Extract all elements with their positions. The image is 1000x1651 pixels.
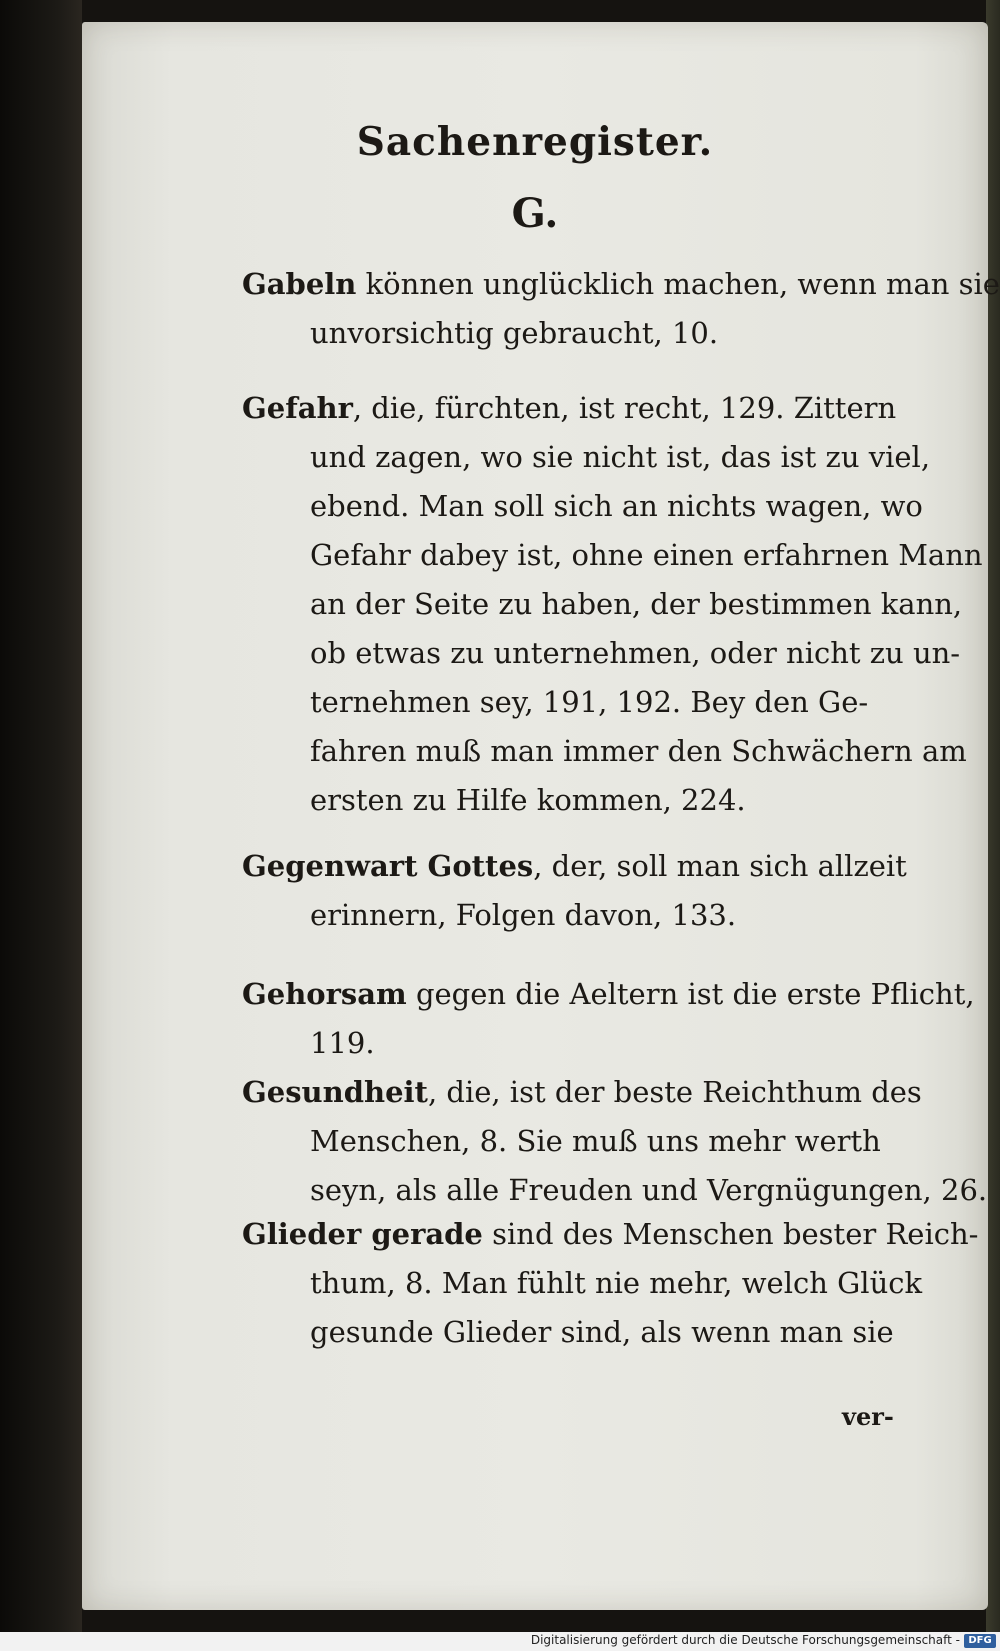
catchword: ver-: [842, 1402, 894, 1431]
entry-line: erinnern, Folgen davon, 133.: [310, 898, 737, 932]
index-entry-glieder-gerade: [242, 1210, 1000, 1357]
entry-line: Gefahr dabey ist, ohne einen erfahrnen Mann: [310, 538, 983, 572]
entry-keyword: Gehorsam: [242, 977, 407, 1011]
entry-keyword: Gabeln: [242, 267, 357, 301]
entry-line: seyn, als alle Freuden und Vergnügungen, 26.: [310, 1173, 988, 1207]
book-page: [82, 22, 1000, 1610]
entry-line: , die, ist der beste Reichthum des: [427, 1075, 922, 1109]
index-entry-gehorsam: [242, 970, 1000, 1068]
entry-line: ebend. Man soll sich an nichts wagen, wo: [310, 489, 923, 523]
entry-line: , die, fürchten, ist recht, 129. Zittern: [352, 391, 897, 425]
entry-line: an der Seite zu haben, der bestimmen kann,: [310, 587, 963, 621]
running-head: Sachenregister.: [356, 119, 714, 165]
entry-keyword: Gesundheit: [242, 1075, 428, 1109]
entry-line: sind des Menschen bester Reich-: [492, 1217, 979, 1251]
dfg-logo-icon: DFG: [964, 1634, 996, 1648]
page-text: [82, 22, 1000, 1610]
entry-line: unvorsichtig gebraucht, 10.: [310, 316, 719, 350]
entry-line: gesunde Glieder sind, als wenn man sie: [310, 1315, 894, 1349]
entry-keyword: Gefahr: [242, 391, 353, 425]
entry-keyword: Gegenwart Gottes: [242, 849, 534, 883]
index-entry-gefahr: [242, 384, 1000, 825]
entry-line: , der, soll man sich allzeit: [533, 849, 907, 883]
entry-line: können unglücklich machen, wenn man sie: [365, 267, 1000, 301]
index-entry-gesundheit: [242, 1068, 1000, 1215]
index-entry-gabeln: [242, 260, 1000, 358]
entry-line: und zagen, wo sie nicht ist, das ist zu viel,: [310, 440, 931, 474]
entry-line: Menschen, 8. Sie muß uns mehr werth: [310, 1124, 881, 1158]
index-entry-gegenwart-gottes: [242, 842, 1000, 940]
section-letter: G.: [511, 190, 559, 237]
entry-line: 119.: [310, 1026, 375, 1060]
entry-line: ersten zu Hilfe kommen, 224.: [310, 783, 746, 817]
entry-line: ternehmen sey, 191, 192. Bey den Ge-: [310, 685, 869, 719]
entry-line: gegen die Aeltern ist die erste Pflicht,: [415, 977, 975, 1011]
entry-line: fahren muß man immer den Schwächern am: [310, 734, 967, 768]
scan-background-right: [986, 0, 1000, 1651]
digitization-credit: Digitalisierung gefördert durch die Deutsche Forschungsgemeinschaft -: [530, 1633, 960, 1647]
scan-background-left: [0, 0, 82, 1651]
entry-line: thum, 8. Man fühlt nie mehr, welch Glück: [310, 1266, 923, 1300]
entry-keyword: Glieder gerade: [242, 1217, 483, 1251]
entry-line: ob etwas zu unternehmen, oder nicht zu un-: [310, 636, 961, 670]
